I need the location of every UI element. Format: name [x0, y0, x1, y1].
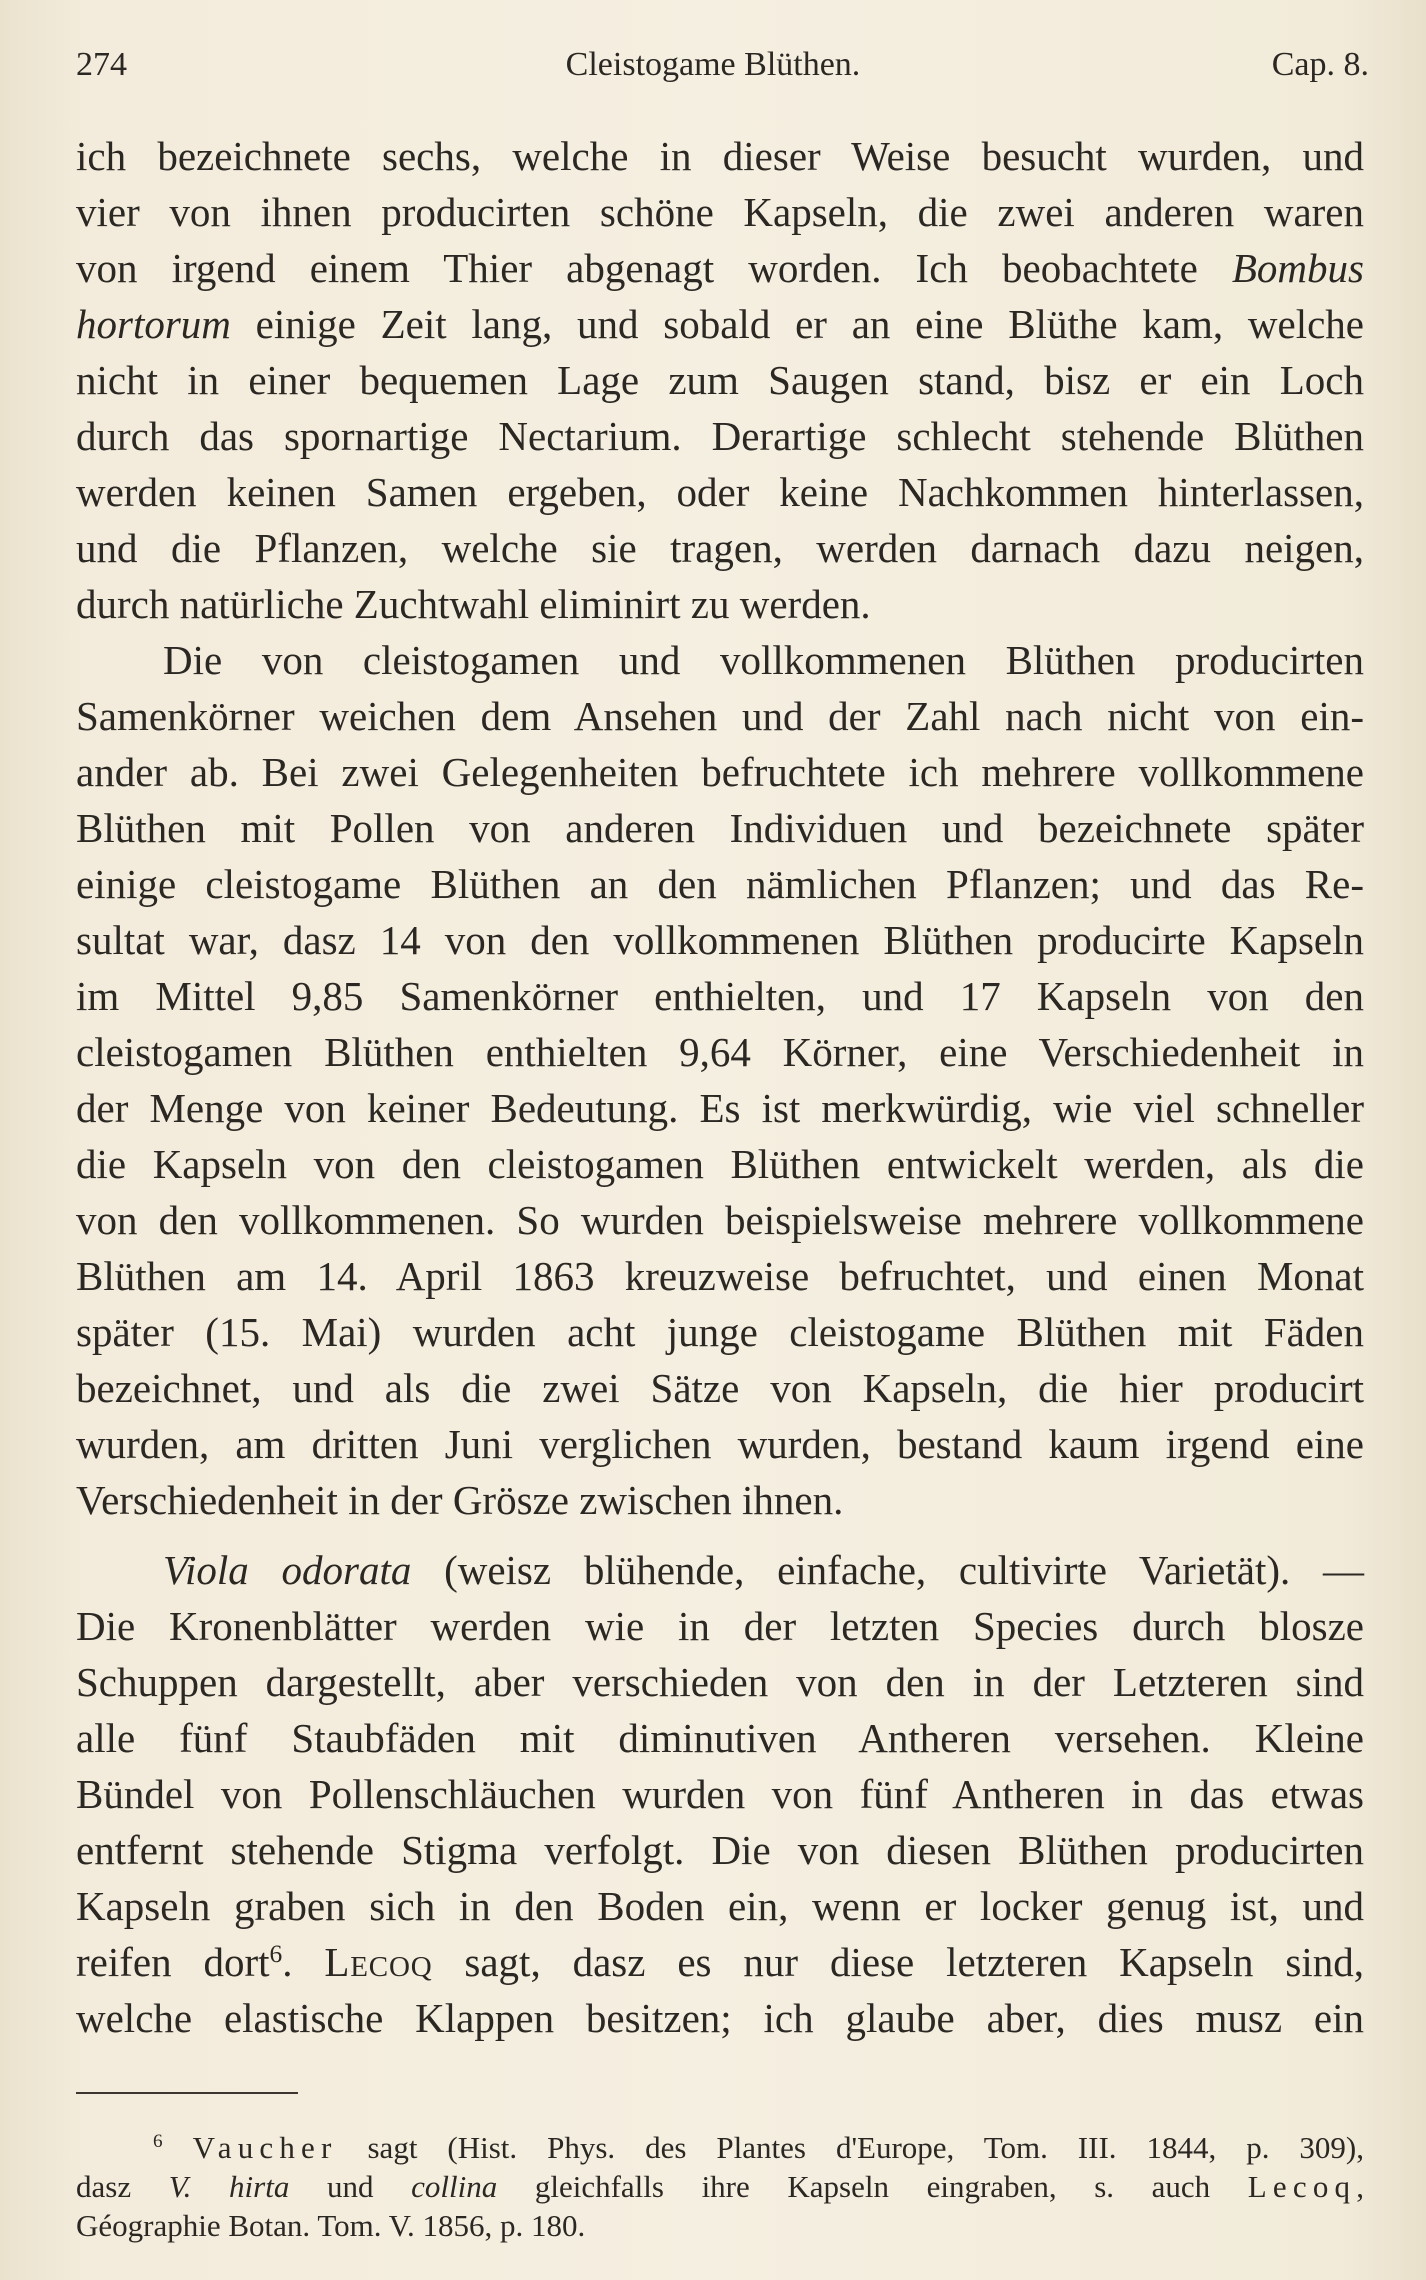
spaced-author: Lecoq — [1247, 2169, 1357, 2204]
text-run: sultat war, dasz 14 von den vollkommenen Blüthen producirte Kapseln — [76, 917, 1364, 963]
text-run: Kapseln graben sich in den Boden ein, wenn er locker genug ist, und — [76, 1883, 1364, 1929]
text-line — [76, 184, 1364, 240]
text-line — [76, 912, 1364, 968]
text-line — [76, 296, 1364, 352]
paragraph — [76, 1542, 1364, 2046]
text-line — [76, 1304, 1364, 1360]
text-run: sagt, dasz es nur diese letzteren Kapseln sind, — [432, 1939, 1364, 1985]
text-line — [76, 632, 1364, 688]
text-run: Schuppen dargestellt, aber verschieden von den in der Letzteren sind — [76, 1659, 1364, 1705]
text-run: einige Zeit lang, und sobald er an eine Blüthe kam, welche — [230, 301, 1364, 347]
spaced-author: Vaucher — [192, 2130, 338, 2165]
text-run: cleistogamen Blüthen enthielten 9,64 Körner, eine Verschiedenheit in — [76, 1029, 1364, 1075]
footnote-marker: 6 — [269, 1940, 283, 1969]
text-line — [76, 744, 1364, 800]
text-run: welche elastische Klappen besitzen; ich glaube aber, dies musz ein — [76, 1995, 1364, 2041]
running-title: Cleistogame Blüthen. — [565, 46, 861, 83]
text-line — [76, 1710, 1364, 1766]
text-line — [76, 352, 1364, 408]
text-line — [76, 1878, 1364, 1934]
italic-text: Viola odorata — [163, 1547, 412, 1593]
text-run: alle fünf Staubfäden mit diminutiven Antheren versehen. Kleine — [76, 1715, 1364, 1761]
text-run: Verschiedenheit in der Grösze zwischen ihnen. — [76, 1477, 844, 1523]
text-run: später (15. Mai) wurden acht junge cleistogame Blüthen mit Fäden — [76, 1309, 1364, 1355]
text-line — [76, 1822, 1364, 1878]
page-number: 274 — [76, 46, 127, 83]
text-line — [76, 1654, 1364, 1710]
text-run: ich bezeichnete sechs, welche in dieser Weise besucht wurden, und — [76, 133, 1364, 179]
text-run: und die Pflanzen, welche sie tragen, werden darnach dazu neigen, — [76, 525, 1364, 571]
text-run: (weisz blühende, einfache, cultivirte Varietät). — — [411, 1547, 1364, 1593]
text-line — [76, 1136, 1364, 1192]
text-run: durch das spornartige Nectarium. Derartige schlecht stehende Blüthen — [76, 413, 1364, 459]
text-line — [76, 1248, 1364, 1304]
text-run: wurden, am dritten Juni verglichen wurden, bestand kaum irgend eine — [76, 1421, 1364, 1467]
text-run: und — [289, 2169, 412, 2204]
text-run: entfernt stehende Stigma verfolgt. Die von diesen Blüthen producirten — [76, 1827, 1364, 1873]
text-run: . — [282, 1939, 325, 1985]
text-line — [76, 1542, 1364, 1598]
footnote-marker: 6 — [153, 2131, 163, 2153]
footnote — [76, 2128, 1364, 2245]
text-run: Die Kronenblätter werden wie in der letzten Species durch blosze — [76, 1603, 1364, 1649]
text-run: von den vollkommenen. So wurden beispielsweise mehrere vollkommene — [76, 1197, 1364, 1243]
text-line — [76, 1472, 1364, 1528]
text-line — [76, 1990, 1364, 2046]
text-run: im Mittel 9,85 Samenkörner enthielten, und 17 Kapseln von den — [76, 973, 1364, 1019]
text-run: werden keinen Samen ergeben, oder keine Nachkommen hinterlassen, — [76, 469, 1364, 515]
text-line — [76, 1360, 1364, 1416]
text-line — [76, 2128, 1364, 2167]
text-line — [76, 1416, 1364, 1472]
text-line — [76, 240, 1364, 296]
text-run: sagt (Hist. Phys. des Plantes d'Europe, Tom. III. 1844, p. 309), — [337, 2130, 1364, 2165]
text-run: einige cleistogame Blüthen an den nämlichen Pflanzen; und das Re- — [76, 861, 1364, 907]
small-caps-author: Lecoq — [324, 1939, 433, 1985]
text-run: vier von ihnen producirten schöne Kapseln, die zwei anderen waren — [76, 189, 1364, 235]
text-line — [76, 1080, 1364, 1136]
text-line — [76, 1598, 1364, 1654]
text-run: ander ab. Bei zwei Gelegenheiten befruchtete ich mehrere vollkommene — [76, 749, 1364, 795]
text-line — [76, 2206, 1364, 2245]
body-text — [76, 128, 1364, 2046]
text-run: Géographie Botan. Tom. V. 1856, p. 180. — [76, 2208, 586, 2243]
page-header — [0, 42, 1426, 88]
paragraph — [76, 632, 1364, 1528]
text-run: die Kapseln von den cleistogamen Blüthen entwickelt werden, als die — [76, 1141, 1364, 1187]
text-run: , — [1356, 2169, 1364, 2204]
text-run — [163, 2130, 193, 2165]
text-run: Samenkörner weichen dem Ansehen und der Zahl nach nicht von ein- — [76, 693, 1364, 739]
italic-text: hortorum — [76, 301, 231, 347]
text-line — [76, 688, 1364, 744]
text-run: der Menge von keiner Bedeutung. Es ist merkwürdig, wie viel schneller — [76, 1085, 1364, 1131]
text-run: bezeichnet, und als die zwei Sätze von Kapseln, die hier producirt — [76, 1365, 1364, 1411]
text-run: Blüthen mit Pollen von anderen Individuen und bezeichnete später — [76, 805, 1364, 851]
text-line — [76, 576, 1364, 632]
text-line — [76, 1766, 1364, 1822]
text-run: Die von cleistogamen und vollkommenen Blüthen producirten — [163, 637, 1364, 683]
italic-text: V. hirta — [168, 2169, 290, 2204]
text-line — [76, 408, 1364, 464]
text-run: gleichfalls ihre Kapseln eingraben, s. auch — [497, 2169, 1248, 2204]
text-line — [76, 856, 1364, 912]
text-run: Blüthen am 14. April 1863 kreuzweise befruchtet, und einen Monat — [76, 1253, 1364, 1299]
text-line — [76, 464, 1364, 520]
text-line — [76, 128, 1364, 184]
paragraph — [76, 128, 1364, 632]
italic-text: Bombus — [1231, 245, 1364, 291]
italic-text: collina — [411, 2169, 498, 2204]
chapter-label: Cap. 8. — [1271, 46, 1369, 83]
text-line — [76, 1192, 1364, 1248]
text-run: nicht in einer bequemen Lage zum Saugen stand, bisz er ein Loch — [76, 357, 1364, 403]
text-run: Bündel von Pollenschläuchen wurden von fünf Antheren in das etwas — [76, 1771, 1364, 1817]
text-line — [76, 968, 1364, 1024]
text-run: durch natürliche Zuchtwahl eliminirt zu werden. — [76, 581, 871, 627]
text-line — [76, 520, 1364, 576]
text-run: reifen dort — [76, 1939, 270, 1985]
text-line — [76, 1024, 1364, 1080]
text-line — [76, 1934, 1364, 1990]
text-line — [76, 2167, 1364, 2206]
text-run: von irgend einem Thier abgenagt worden. Ich beobachtete — [76, 245, 1232, 291]
text-line — [76, 800, 1364, 856]
footnote-rule — [76, 2092, 298, 2094]
text-run: dasz — [76, 2169, 169, 2204]
